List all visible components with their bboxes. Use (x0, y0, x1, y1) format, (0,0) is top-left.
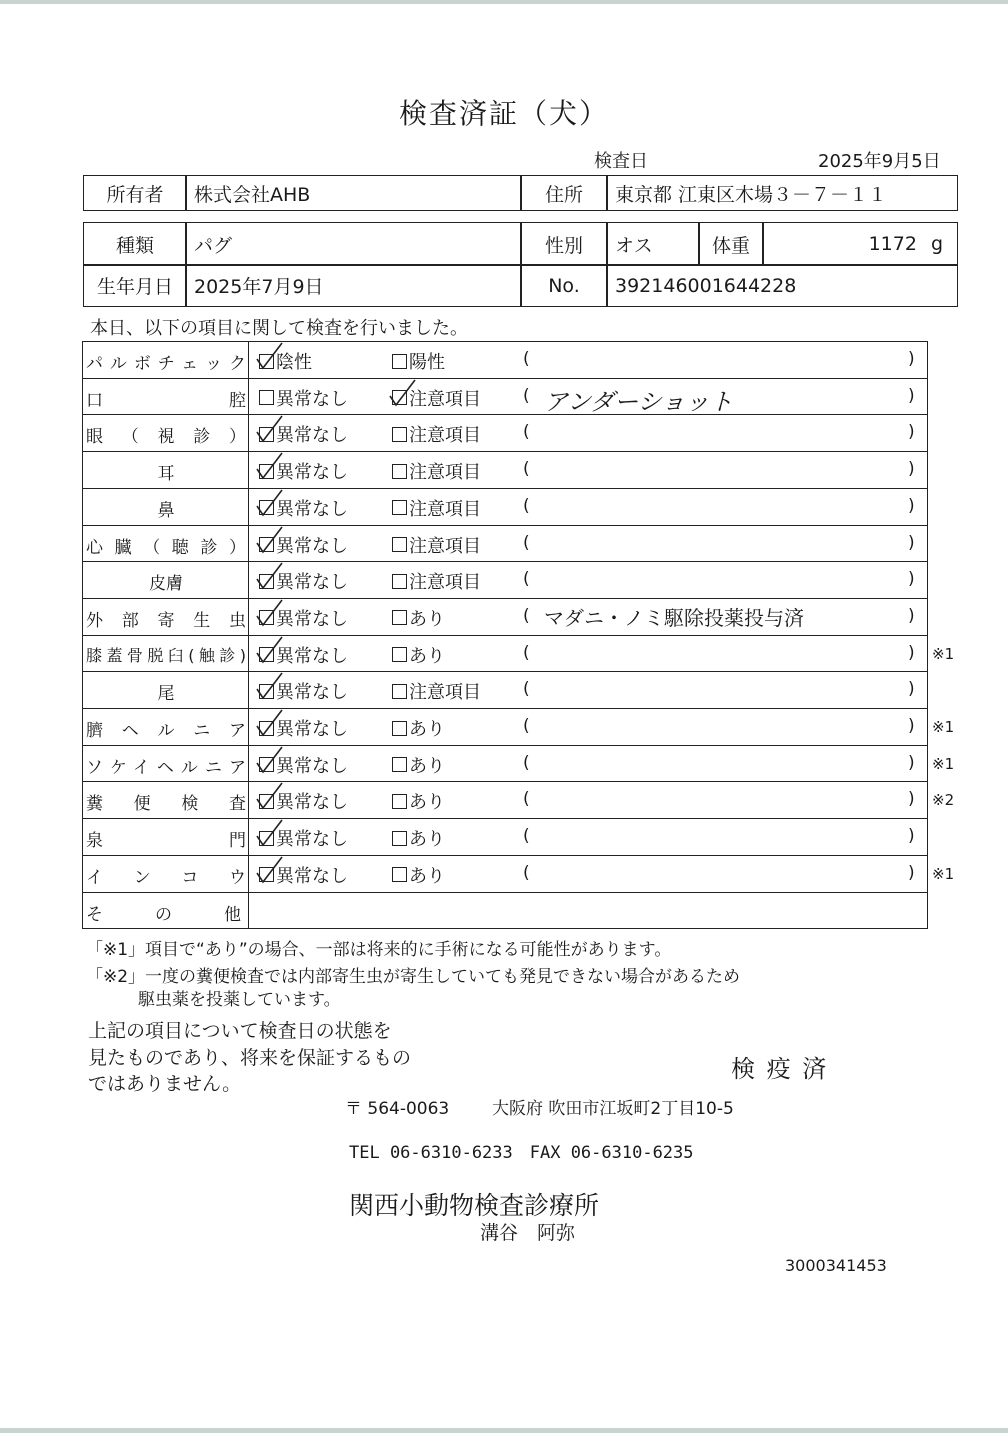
option-2-label: 注意項目 (409, 425, 481, 447)
checkbox-icon (259, 647, 274, 662)
item-name (86, 716, 246, 741)
owner-value: 株式会社AHB (185, 175, 522, 211)
item-name (86, 386, 246, 411)
paren-close: ) (908, 385, 915, 406)
checkbox-icon (392, 610, 407, 625)
option-1-checkbox[interactable] (259, 385, 348, 411)
option-2-checkbox[interactable] (392, 752, 445, 778)
row-divider (82, 671, 928, 672)
checkbox-icon (259, 500, 274, 515)
address-value: 東京都 江東区木場３－７－１１ (606, 175, 958, 211)
item-name (86, 679, 246, 704)
checkbox-icon (259, 354, 274, 369)
row-divider (82, 635, 928, 636)
option-1-checkbox[interactable] (259, 348, 312, 374)
paren-open: ( (523, 716, 530, 736)
item-name-text: パルボチェック (86, 354, 246, 374)
option-1-checkbox[interactable] (259, 605, 348, 631)
paren-close: ) (908, 679, 915, 700)
option-2-label: あり (409, 608, 445, 630)
item-name (86, 863, 246, 888)
option-1-label: 異常なし (276, 572, 348, 594)
option-2-label: 注意項目 (409, 498, 481, 520)
scan-edge-top (0, 0, 1008, 4)
other-label (86, 900, 293, 925)
paren-close: ) (908, 826, 915, 847)
item-name-text: 臍ヘルニア (86, 721, 246, 741)
option-1-checkbox[interactable] (259, 421, 348, 447)
option-2-label: あり (409, 719, 445, 740)
paren-close: ) (908, 422, 915, 443)
checkbox-icon (392, 500, 407, 515)
checkbox-icon (259, 464, 274, 479)
paren-close: ) (908, 459, 915, 480)
option-2-label: 注意項目 (409, 682, 481, 704)
paren-open: ( (523, 642, 530, 663)
footnote-mark: ※1 (932, 754, 955, 773)
option-1-checkbox[interactable] (259, 825, 348, 851)
checkbox-icon (259, 684, 274, 699)
number-label: No. (520, 264, 608, 307)
option-2-label: あり (409, 865, 445, 887)
checkbox-icon (259, 390, 274, 405)
item-name (86, 422, 246, 447)
option-2-checkbox[interactable] (392, 458, 481, 484)
option-2-checkbox[interactable] (392, 715, 445, 741)
footnote-mark: ※1 (932, 864, 955, 883)
exam-date-label: 検査日 (594, 151, 648, 172)
paren-close: ) (908, 752, 915, 773)
item-name (86, 533, 246, 558)
option-2-checkbox[interactable] (392, 862, 445, 888)
paren-close: ) (908, 789, 915, 810)
paren-close: ) (908, 569, 915, 590)
breed-label: 種類 (83, 222, 187, 266)
checkbox-icon (392, 721, 407, 736)
paren-close: ) (908, 716, 915, 736)
sex-label: 性別 (520, 222, 608, 266)
option-1-checkbox[interactable] (259, 788, 348, 814)
option-2-checkbox[interactable] (392, 495, 481, 521)
quarantine-stamp: 検 疫 済 (731, 1055, 829, 1083)
option-1-label: 異常なし (276, 829, 348, 851)
vet-name: 溝谷 阿弥 (480, 1222, 576, 1244)
option-2-label: 陽性 (409, 352, 445, 373)
disclaimer-line3: ではありません。 (88, 1073, 242, 1095)
paren-open: ( (523, 422, 530, 443)
checkbox-icon (392, 354, 407, 369)
item-name-text: 糞便検査 (86, 794, 246, 815)
checkbox-icon (392, 867, 407, 882)
other-label-text: その他 (86, 905, 293, 925)
disclaimer-line2: 見たものであり、将来を保証するもの (88, 1047, 412, 1069)
item-name (86, 606, 246, 631)
paren-close: ) (908, 605, 915, 626)
checkbox-icon (392, 574, 407, 589)
option-2-checkbox[interactable] (392, 385, 481, 411)
document-number: 3000341453 (785, 1256, 887, 1275)
option-1-checkbox[interactable] (259, 678, 348, 704)
item-name (86, 789, 246, 814)
option-2-checkbox[interactable] (392, 825, 445, 851)
option-2-checkbox[interactable] (392, 788, 445, 814)
paren-open: ( (523, 605, 530, 626)
postal-code: 〒 564-0063 (345, 1099, 450, 1119)
item-name-text: ソケイヘルニア (86, 757, 246, 778)
weight-unit: g (930, 233, 943, 255)
row-divider (82, 414, 928, 415)
weight-label: 体重 (698, 222, 764, 266)
paren-close: ) (908, 495, 915, 516)
exam-date-value: 2025年9月5日 (818, 151, 941, 172)
paren-open: ( (523, 826, 530, 847)
checkbox-icon (259, 831, 274, 846)
paren-close: ) (908, 532, 915, 553)
option-2-checkbox[interactable] (392, 642, 445, 668)
option-1-label: 異常なし (276, 535, 348, 557)
checkbox-icon (392, 427, 407, 442)
paren-open: ( (523, 679, 530, 700)
clinic-tel-fax: TEL 06-6310-6233 FAX 06-6310-6235 (349, 1143, 694, 1163)
footnote-2-line1: 「※2」一度の糞便検査では内部寄生虫が寄生していても発見できない場合があるため (86, 967, 741, 987)
checkbox-icon (392, 684, 407, 699)
item-name (86, 569, 246, 594)
paren-close: ) (908, 642, 915, 663)
option-1-label: 異常なし (276, 388, 348, 410)
item-name-text: 皮膚 (149, 574, 183, 595)
option-1-checkbox[interactable] (259, 715, 348, 741)
option-1-checkbox[interactable] (259, 458, 348, 484)
item-name (86, 496, 246, 521)
option-2-label: 注意項目 (409, 535, 481, 557)
breed-value: パグ (185, 222, 522, 266)
row-divider (82, 378, 928, 379)
option-2-checkbox[interactable] (392, 532, 481, 558)
row-divider (82, 451, 928, 452)
option-2-label: あり (409, 792, 445, 814)
footnote-mark: ※2 (932, 791, 955, 810)
option-1-label: 異常なし (276, 792, 348, 814)
option-2-checkbox[interactable] (392, 678, 481, 704)
row-divider (82, 488, 928, 489)
paren-open: ( (523, 862, 530, 883)
item-name (86, 459, 246, 484)
checkbox-icon (392, 757, 407, 772)
checkbox-icon (259, 757, 274, 772)
checkbox-icon (259, 794, 274, 809)
scan-edge-bottom (0, 1428, 1008, 1433)
checkbox-icon (392, 794, 407, 809)
option-1-label: 異常なし (276, 682, 348, 704)
paren-open: ( (523, 459, 530, 480)
option-1-checkbox[interactable] (259, 495, 348, 521)
paren-close: ) (908, 349, 915, 369)
option-2-label: 注意項目 (409, 462, 481, 484)
option-2-checkbox[interactable] (392, 421, 481, 447)
option-2-label: あり (409, 645, 445, 667)
clinic-name: 関西小動物検査診療所 (349, 1191, 600, 1220)
option-2-label: あり (409, 829, 445, 851)
item-name-text: 耳 (157, 464, 175, 485)
row-divider (82, 598, 928, 599)
address-label: 住所 (520, 175, 608, 211)
checkbox-icon (392, 831, 407, 846)
option-1-label: 異常なし (276, 608, 348, 630)
weight-value-cell (762, 222, 958, 266)
option-1-label: 異常なし (276, 719, 348, 740)
weight-value: 1172 (868, 233, 917, 255)
row-divider (82, 855, 928, 856)
item-name (86, 349, 246, 374)
row-divider (82, 561, 928, 562)
footnote-mark: ※1 (932, 718, 955, 736)
item-name-text: 眼（視診） (86, 427, 246, 448)
item-name (86, 643, 246, 666)
item-note: マダニ・ノミ駆除投薬投与済 (544, 605, 804, 630)
checkbox-icon (392, 647, 407, 662)
row-divider (82, 892, 928, 893)
checkbox-icon (392, 390, 407, 405)
option-1-label: 異常なし (276, 498, 348, 520)
paren-open: ( (523, 385, 530, 406)
checkbox-icon (392, 537, 407, 552)
sex-value: オス (606, 222, 700, 266)
option-2-checkbox[interactable] (392, 605, 445, 631)
item-name (86, 753, 246, 778)
row-divider (82, 781, 928, 782)
checkbox-icon (259, 574, 274, 589)
option-1-checkbox[interactable] (259, 862, 348, 888)
option-2-checkbox[interactable] (392, 568, 481, 594)
option-1-label: 異常なし (276, 462, 348, 484)
option-1-label: 異常なし (276, 865, 348, 887)
row-divider (82, 525, 928, 526)
checkbox-icon (259, 427, 274, 442)
footnote-mark: ※1 (932, 644, 955, 663)
birthdate-value: 2025年7月9日 (185, 264, 522, 307)
option-2-label: あり (409, 755, 445, 777)
option-1-checkbox[interactable] (259, 642, 348, 668)
option-1-checkbox[interactable] (259, 752, 348, 778)
footnote-1: 「※1」項目で“あり”の場合、一部は将来的に手術になる可能性があります。 (86, 940, 672, 960)
option-1-label: 異常なし (276, 425, 348, 447)
checkbox-icon (259, 721, 274, 736)
item-name-text: インコウ (86, 867, 246, 888)
paren-open: ( (523, 349, 530, 369)
row-divider (82, 708, 928, 709)
checkbox-icon (392, 464, 407, 479)
row-divider (82, 818, 928, 819)
paren-open: ( (523, 789, 530, 810)
item-name (86, 826, 246, 851)
option-1-checkbox[interactable] (259, 532, 348, 558)
owner-label: 所有者 (83, 175, 187, 211)
disclaimer-line1: 上記の項目について検査日の状態を (88, 1020, 392, 1042)
option-1-label: 異常なし (276, 645, 348, 667)
item-name-text: 尾 (157, 684, 175, 705)
item-name-text: 鼻 (157, 500, 175, 521)
paren-open: ( (523, 752, 530, 773)
checkbox-icon (259, 867, 274, 882)
item-name-text: 膝蓋骨脱臼(触診) (86, 645, 246, 665)
option-1-label: 陰性 (276, 352, 312, 373)
footnote-2-line2: 駆虫薬を投薬しています。 (138, 990, 341, 1010)
item-name-text: 泉門 (86, 831, 246, 852)
number-value: 392146001644228 (606, 264, 958, 307)
clinic-address: 大阪府 吹田市江坂町2丁目10-5 (492, 1099, 734, 1119)
paren-open: ( (523, 532, 530, 553)
option-2-checkbox[interactable] (392, 348, 445, 374)
birthdate-label: 生年月日 (83, 264, 187, 307)
item-name-text: 心臓（聴診） (86, 537, 246, 558)
item-name-text: 外部寄生虫 (86, 610, 246, 631)
paren-open: ( (523, 569, 530, 590)
paren-open: ( (523, 495, 530, 516)
option-1-label: 異常なし (276, 755, 348, 777)
item-note: アンダーショット (544, 387, 734, 416)
paren-close: ) (908, 862, 915, 883)
row-divider (82, 745, 928, 746)
item-name-text: 口腔 (86, 390, 246, 411)
checkbox-icon (259, 610, 274, 625)
document-title: 検査済証（犬） (398, 97, 609, 130)
option-1-checkbox[interactable] (259, 568, 348, 594)
option-2-label: 注意項目 (409, 388, 481, 410)
intro-text: 本日、以下の項目に関して検査を行いました。 (90, 318, 468, 339)
checkbox-icon (259, 537, 274, 552)
option-2-label: 注意項目 (409, 572, 481, 594)
